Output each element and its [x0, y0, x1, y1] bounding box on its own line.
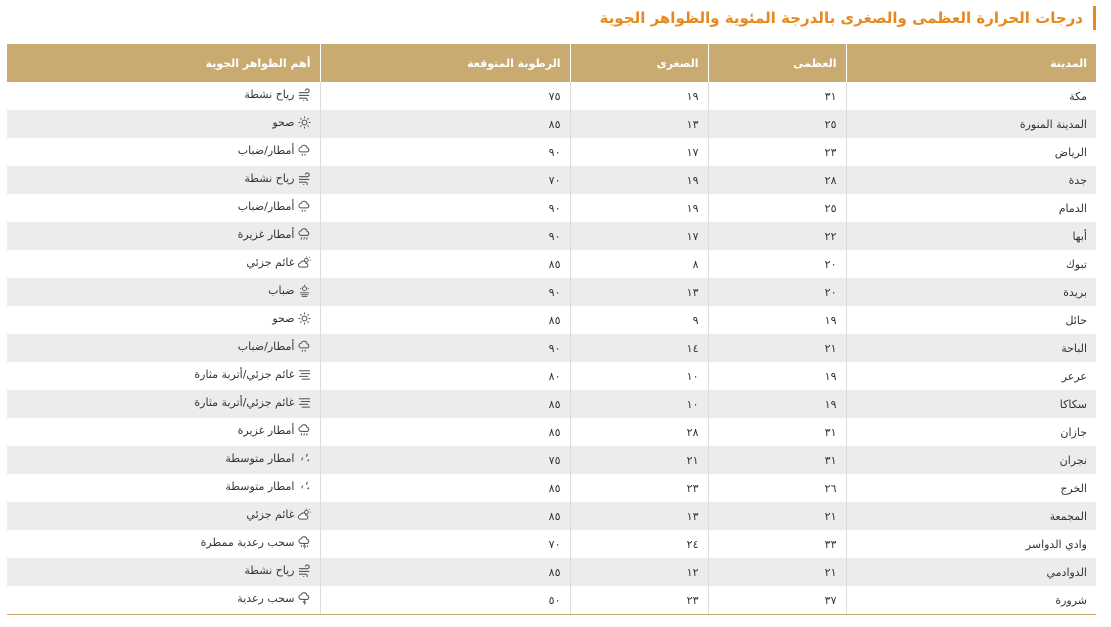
phenomenon-group [225, 452, 310, 465]
phenomenon-group [272, 312, 310, 325]
phenomenon-label: رياح نشطة [244, 172, 295, 185]
cell-humidity: ٨٥ [320, 110, 570, 138]
thunder-rain-icon [298, 536, 311, 549]
cell-city: نجران [846, 446, 1096, 474]
heavy-rain-icon [298, 424, 311, 437]
phenomenon-group [246, 508, 310, 521]
rain-fog-icon [298, 340, 311, 353]
cell-phenomenon [7, 194, 320, 222]
table-row [7, 390, 1096, 418]
phenomenon-label: صحو [272, 312, 295, 325]
table-row [7, 138, 1096, 166]
cell-humidity: ٩٠ [320, 278, 570, 306]
cell-max: ١٩ [708, 362, 846, 390]
cell-city: أبها [846, 222, 1096, 250]
cell-min: ٢٣ [570, 586, 708, 614]
cell-min: ١٧ [570, 138, 708, 166]
cell-city: الباحة [846, 334, 1096, 362]
cell-max: ٢٠ [708, 278, 846, 306]
cell-max: ٢٠ [708, 250, 846, 278]
phenomenon-group [244, 172, 310, 185]
cell-humidity: ٨٥ [320, 418, 570, 446]
cell-min: ١٧ [570, 222, 708, 250]
cell-city: وادي الدواسر [846, 530, 1096, 558]
cell-phenomenon [7, 586, 320, 614]
cell-max: ٣٣ [708, 530, 846, 558]
cell-city: الخرج [846, 474, 1096, 502]
cell-min: ٩ [570, 306, 708, 334]
cell-min: ١٤ [570, 334, 708, 362]
dust-icon [298, 368, 311, 381]
sun-icon [298, 312, 311, 325]
header-phenomena: أهم الظواهر الجوية [7, 44, 320, 82]
table-row [7, 166, 1096, 194]
cell-humidity: ٥٠ [320, 586, 570, 614]
cell-city: المدينة المنورة [846, 110, 1096, 138]
cell-min: ٨ [570, 250, 708, 278]
phenomenon-label: غائم جزئي/أتربة مثارة [194, 396, 295, 409]
phenomenon-group [225, 480, 310, 493]
cell-max: ٣١ [708, 446, 846, 474]
phenomenon-group [194, 396, 310, 409]
table-row [7, 306, 1096, 334]
cell-min: ٢١ [570, 446, 708, 474]
table-row [7, 474, 1096, 502]
cell-humidity: ٩٠ [320, 138, 570, 166]
cell-min: ١٩ [570, 194, 708, 222]
phenomenon-label: غائم جزئي/أتربة مثارة [194, 368, 295, 381]
cell-phenomenon [7, 390, 320, 418]
cell-city: شرورة [846, 586, 1096, 614]
weather-table-container [7, 44, 1096, 615]
wind-icon [298, 172, 311, 185]
table-row [7, 250, 1096, 278]
phenomenon-label: صحو [272, 116, 295, 129]
table-row [7, 530, 1096, 558]
cell-max: ٢٢ [708, 222, 846, 250]
phenomenon-label: أمطار/ضباب [237, 340, 295, 353]
cell-phenomenon [7, 530, 320, 558]
cell-city: جازان [846, 418, 1096, 446]
phenomenon-group [238, 340, 311, 353]
cell-min: ٢٤ [570, 530, 708, 558]
table-body [7, 82, 1096, 614]
cell-humidity: ٨٠ [320, 362, 570, 390]
table-row [7, 586, 1096, 614]
cell-humidity: ٩٠ [320, 222, 570, 250]
cell-humidity: ٧٠ [320, 530, 570, 558]
cell-phenomenon [7, 138, 320, 166]
cell-min: ١٩ [570, 82, 708, 110]
moderate-rain-icon [298, 480, 311, 493]
cell-phenomenon [7, 306, 320, 334]
cell-max: ٢١ [708, 334, 846, 362]
cell-min: ١٩ [570, 166, 708, 194]
cell-city: بريدة [846, 278, 1096, 306]
table-row [7, 194, 1096, 222]
heavy-rain-icon [298, 228, 311, 241]
cell-city: سكاكا [846, 390, 1096, 418]
phenomenon-group [244, 564, 310, 577]
cell-max: ٢١ [708, 502, 846, 530]
cell-max: ٢٣ [708, 138, 846, 166]
table-row [7, 362, 1096, 390]
cell-phenomenon [7, 446, 320, 474]
cell-humidity: ٩٠ [320, 194, 570, 222]
phenomenon-label: ضباب [268, 284, 295, 297]
phenomenon-label: أمطار/ضباب [237, 200, 295, 213]
phenomenon-label: امطار متوسطة [225, 452, 295, 465]
cell-humidity: ٧٥ [320, 82, 570, 110]
table-row [7, 222, 1096, 250]
fog-icon [298, 284, 311, 297]
cell-max: ٢٨ [708, 166, 846, 194]
rain-fog-icon [298, 200, 311, 213]
cell-phenomenon [7, 334, 320, 362]
phenomenon-group [194, 368, 310, 381]
phenomenon-group [238, 424, 311, 437]
phenomenon-group [201, 536, 311, 549]
phenomenon-group [244, 88, 310, 101]
cell-humidity: ٧٥ [320, 446, 570, 474]
cell-max: ١٩ [708, 390, 846, 418]
table-row [7, 82, 1096, 110]
cell-humidity: ٨٥ [320, 474, 570, 502]
cell-humidity: ٩٠ [320, 334, 570, 362]
cell-max: ١٩ [708, 306, 846, 334]
cell-humidity: ٨٥ [320, 250, 570, 278]
cell-humidity: ٨٥ [320, 306, 570, 334]
moderate-rain-icon [298, 452, 311, 465]
cell-city: المجمعة [846, 502, 1096, 530]
phenomenon-label: امطار متوسطة [225, 480, 295, 493]
cell-city: تبوك [846, 250, 1096, 278]
cell-city: مكة [846, 82, 1096, 110]
phenomenon-label: غائم جزئي [246, 508, 295, 521]
partly-cloudy-icon [298, 256, 311, 269]
phenomenon-group [268, 284, 310, 297]
phenomenon-label: أمطار/ضباب [237, 144, 295, 157]
cell-max: ٣١ [708, 82, 846, 110]
cell-min: ١٣ [570, 110, 708, 138]
cell-max: ٣١ [708, 418, 846, 446]
cell-humidity: ٧٠ [320, 166, 570, 194]
phenomenon-group [246, 256, 310, 269]
page-title-bar [15, 5, 1096, 31]
header-min: الصغرى [570, 44, 708, 82]
table-row [7, 278, 1096, 306]
cell-max: ٢٦ [708, 474, 846, 502]
phenomenon-label: سحب رعدية [237, 592, 295, 605]
phenomenon-group [238, 200, 311, 213]
cell-max: ٢٥ [708, 110, 846, 138]
cell-phenomenon [7, 278, 320, 306]
cell-phenomenon [7, 222, 320, 250]
phenomenon-group [237, 592, 310, 605]
cell-humidity: ٨٥ [320, 558, 570, 586]
table-row [7, 110, 1096, 138]
phenomenon-label: غائم جزئي [246, 256, 295, 269]
page-title: درجات الحرارة العظمى والصغرى بالدرجة المئوية والظواهر الجوية [599, 9, 1083, 27]
phenomenon-group [272, 116, 310, 129]
partly-cloudy-icon [298, 508, 311, 521]
wind-icon [298, 88, 311, 101]
rain-fog-icon [298, 144, 311, 157]
phenomenon-group [238, 144, 311, 157]
cell-city: عرعر [846, 362, 1096, 390]
table-header-row [7, 44, 1096, 82]
phenomenon-label: أمطار غزيرة [237, 424, 295, 437]
cell-phenomenon [7, 502, 320, 530]
phenomenon-label: رياح نشطة [244, 564, 295, 577]
phenomenon-group [238, 228, 311, 241]
table-row [7, 446, 1096, 474]
cell-phenomenon [7, 418, 320, 446]
phenomenon-label: أمطار غزيرة [237, 228, 295, 241]
cell-min: ٢٨ [570, 418, 708, 446]
table-row [7, 558, 1096, 586]
cell-min: ١٣ [570, 502, 708, 530]
title-accent-bar [1093, 6, 1096, 30]
cell-phenomenon [7, 558, 320, 586]
table-row [7, 418, 1096, 446]
cell-humidity: ٨٥ [320, 502, 570, 530]
cell-max: ٢٥ [708, 194, 846, 222]
cell-min: ١٠ [570, 390, 708, 418]
header-city: المدينة [846, 44, 1096, 82]
cell-city: الدمام [846, 194, 1096, 222]
cell-min: ١٣ [570, 278, 708, 306]
table-row [7, 334, 1096, 362]
phenomenon-label: رياح نشطة [244, 88, 295, 101]
phenomenon-label: سحب رعدية ممطرة [200, 536, 295, 549]
cell-city: الرياض [846, 138, 1096, 166]
thunder-icon [298, 592, 311, 605]
cell-phenomenon [7, 166, 320, 194]
cell-min: ١٢ [570, 558, 708, 586]
cell-max: ٣٧ [708, 586, 846, 614]
weather-table [7, 44, 1096, 614]
cell-phenomenon [7, 362, 320, 390]
cell-min: ٢٣ [570, 474, 708, 502]
header-humidity: الرطوبة المتوقعة [320, 44, 570, 82]
cell-city: حائل [846, 306, 1096, 334]
header-max: العظمى [708, 44, 846, 82]
cell-phenomenon [7, 250, 320, 278]
cell-phenomenon [7, 82, 320, 110]
sun-icon [298, 116, 311, 129]
cell-humidity: ٨٥ [320, 390, 570, 418]
cell-city: جدة [846, 166, 1096, 194]
cell-city: الدوادمي [846, 558, 1096, 586]
cell-min: ١٠ [570, 362, 708, 390]
wind-icon [298, 564, 311, 577]
cell-max: ٢١ [708, 558, 846, 586]
cell-phenomenon [7, 110, 320, 138]
dust-icon [298, 396, 311, 409]
table-row [7, 502, 1096, 530]
cell-phenomenon [7, 474, 320, 502]
